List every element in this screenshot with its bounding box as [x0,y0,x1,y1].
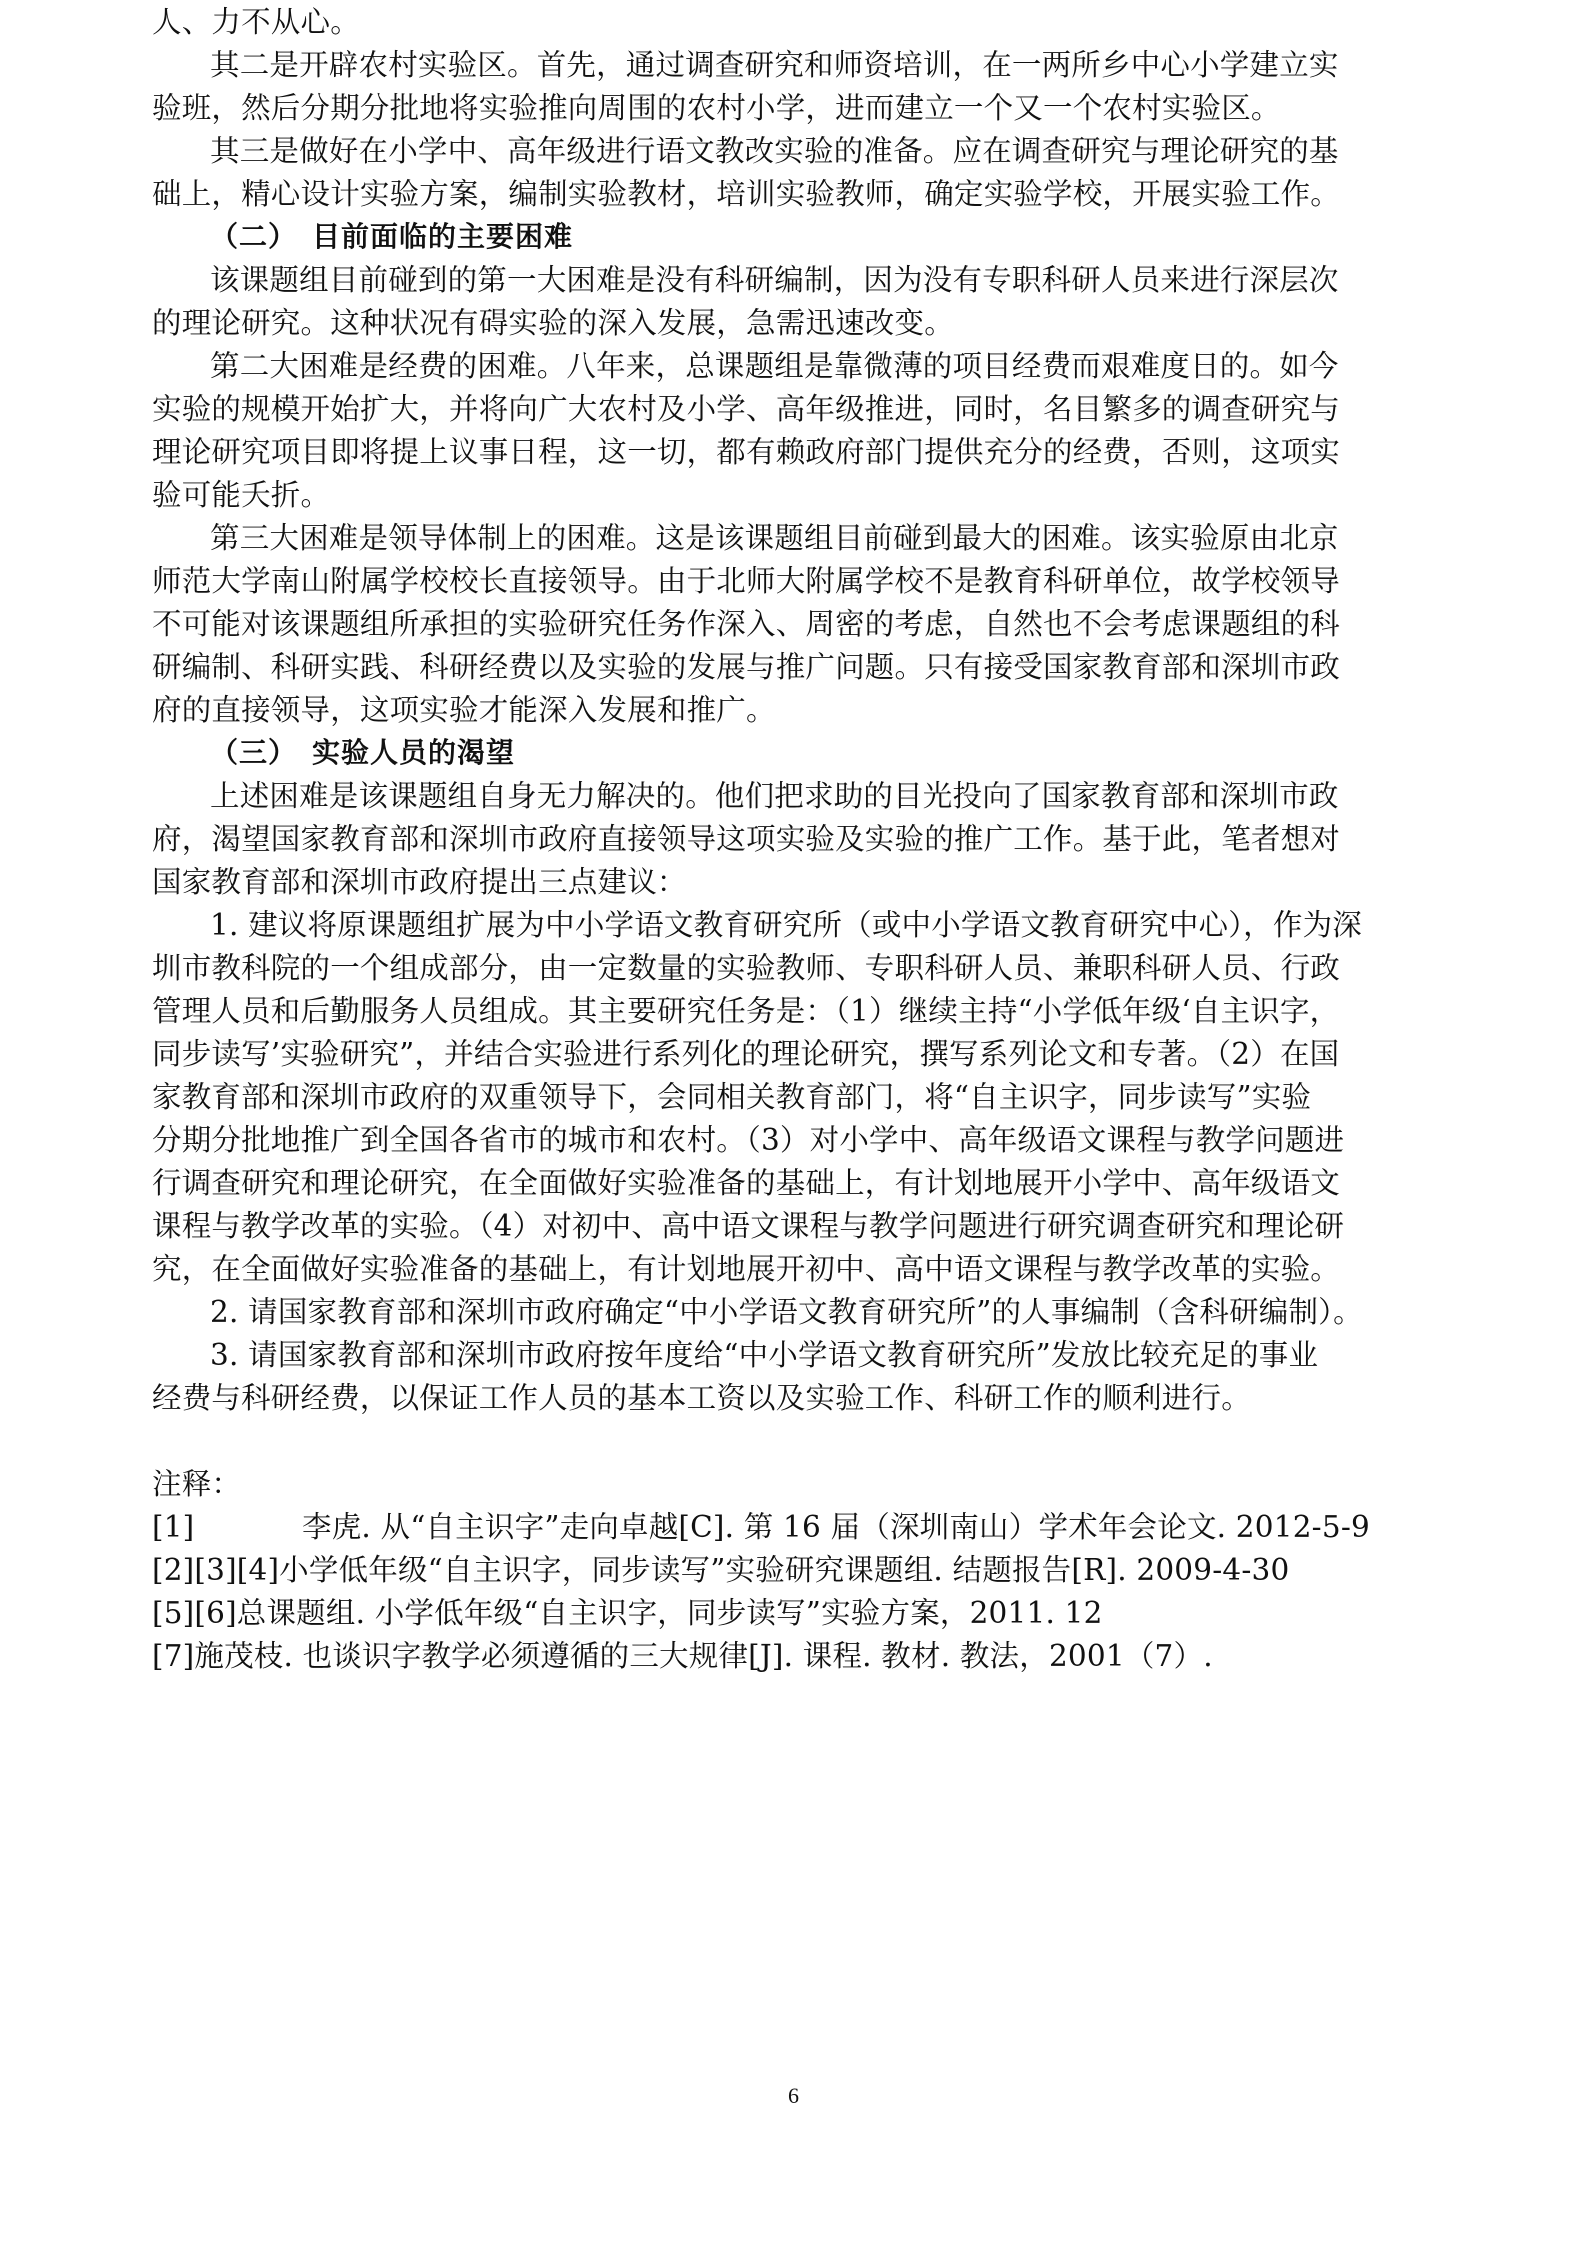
notes-heading: 注释： [152,1467,242,1501]
body-line: 础上，精心设计实验方案，编制实验教材，培训实验教师，确定实验学校，开展实验工作。 [152,177,1341,211]
body-line: 府的直接领导，这项实验才能深入发展和推广。 [152,693,776,727]
body-line: 该课题组目前碰到的第一大困难是没有科研编制，因为没有专职科研人员来进行深层次 [210,263,1339,297]
body-line: 理论研究项目即将提上议事日程，这一切，都有赖政府部门提供充分的经费，否则，这项实 [152,435,1341,469]
reference-item: [2][3][4]小学低年级“自主识字，同步读写”实验研究课题组. 结题报告[R]. 2009-4-30 [152,1553,1290,1587]
body-line: 课程与教学改革的实验。（4）对初中、高中语文课程与教学问题进行研究调查研究和理论研 [152,1209,1345,1243]
reference-item: [5][6]总课题组. 小学低年级“自主识字，同步读写”实验方案，2011. 12 [152,1596,1103,1630]
body-line: 师范大学南山附属学校校长直接领导。由于北师大附属学校不是教育科研单位，故学校领导 [152,564,1341,598]
body-line: 国家教育部和深圳市政府提出三点建议： [152,865,687,899]
body-line: 2. 请国家教育部和深圳市政府确定“中小学语文教育研究所”的人事编制（含科研编制）。 [210,1295,1363,1329]
body-line: 其三是做好在小学中、高年级进行语文教改实验的准备。应在调查研究与理论研究的基 [210,134,1339,168]
section-heading: （三） 实验人员的渴望 [210,736,516,769]
body-line: 分期分批地推广到全国各省市的城市和农村。（3）对小学中、高年级语文课程与教学问题进 [152,1123,1345,1157]
body-line: 同步读写’实验研究”，并结合实验进行系列化的理论研究，撰写系列论文和专著。（2）在国 [152,1037,1340,1071]
body-line: 第三大困难是领导体制上的困难。这是该课题组目前碰到最大的困难。该实验原由北京 [210,521,1339,555]
body-line: 不可能对该课题组所承担的实验研究任务作深入、周密的考虑，自然也不会考虑课题组的科 [152,607,1341,641]
body-line: 究，在全面做好实验准备的基础上，有计划地展开初中、高中语文课程与教学改革的实验。 [152,1252,1341,1286]
body-line: 人、力不从心。 [152,5,360,39]
body-line: 研编制、科研实践、科研经费以及实验的发展与推广问题。只有接受国家教育部和深圳市政 [152,650,1341,684]
body-line: 圳市教科院的一个组成部分，由一定数量的实验教师、专职科研人员、兼职科研人员、行政 [152,951,1341,985]
body-line: 家教育部和深圳市政府的双重领导下，会同相关教育部门，将“自主识字，同步读写”实验 [152,1080,1312,1114]
reference-item [152,1507,1370,1547]
body-line: 3. 请国家教育部和深圳市政府按年度给“中小学语文教育研究所”发放比较充足的事业 [210,1338,1319,1372]
body-line: 第二大困难是经费的困难。八年来，总课题组是靠微薄的项目经费而艰难度日的。如今 [210,349,1339,383]
body-line: 管理人员和后勤服务人员组成。其主要研究任务是：（1）继续主持“小学低年级‘自主识字， [152,994,1340,1028]
body-line: 实验的规模开始扩大，并将向广大农村及小学、高年级推进，同时，名目繁多的调查研究与 [152,392,1341,426]
body-line: 其二是开辟农村实验区。首先，通过调查研究和师资培训，在一两所乡中心小学建立实 [210,48,1339,82]
section-heading: （二） 目前面临的主要困难 [210,220,574,253]
body-line: 经费与科研经费，以保证工作人员的基本工资以及实验工作、科研工作的顺利进行。 [152,1381,1251,1415]
page-number: 6 [788,2083,799,2108]
body-line: 上述困难是该课题组自身无力解决的。他们把求助的目光投向了国家教育部和深圳市政 [210,779,1339,813]
body-line: 1. 建议将原课题组扩展为中小学语文教育研究所（或中小学语文教育研究中心），作为深 [210,908,1362,942]
reference-item: [7]施茂枝. 也谈识字教学必须遵循的三大规律[J]. 课程. 教材. 教法，2001（7）. [152,1639,1213,1673]
reference-number: [1] [152,1510,195,1544]
reference-text: 李虎. 从“自主识字”走向卓越[C]. 第 16 届（深圳南山）学术年会论文. 2012-5-9 [302,1510,1370,1544]
body-line: 验可能夭折。 [152,478,331,512]
body-line: 府，渴望国家教育部和深圳市政府直接领导这项实验及实验的推广工作。基于此，笔者想对 [152,822,1341,856]
body-line: 行调查研究和理论研究，在全面做好实验准备的基础上，有计划地展开小学中、高年级语文 [152,1166,1341,1200]
body-line: 验班，然后分期分批地将实验推向周围的农村小学，进而建立一个又一个农村实验区。 [152,91,1281,125]
body-line: 的理论研究。这种状况有碍实验的深入发展，急需迅速改变。 [152,306,954,340]
